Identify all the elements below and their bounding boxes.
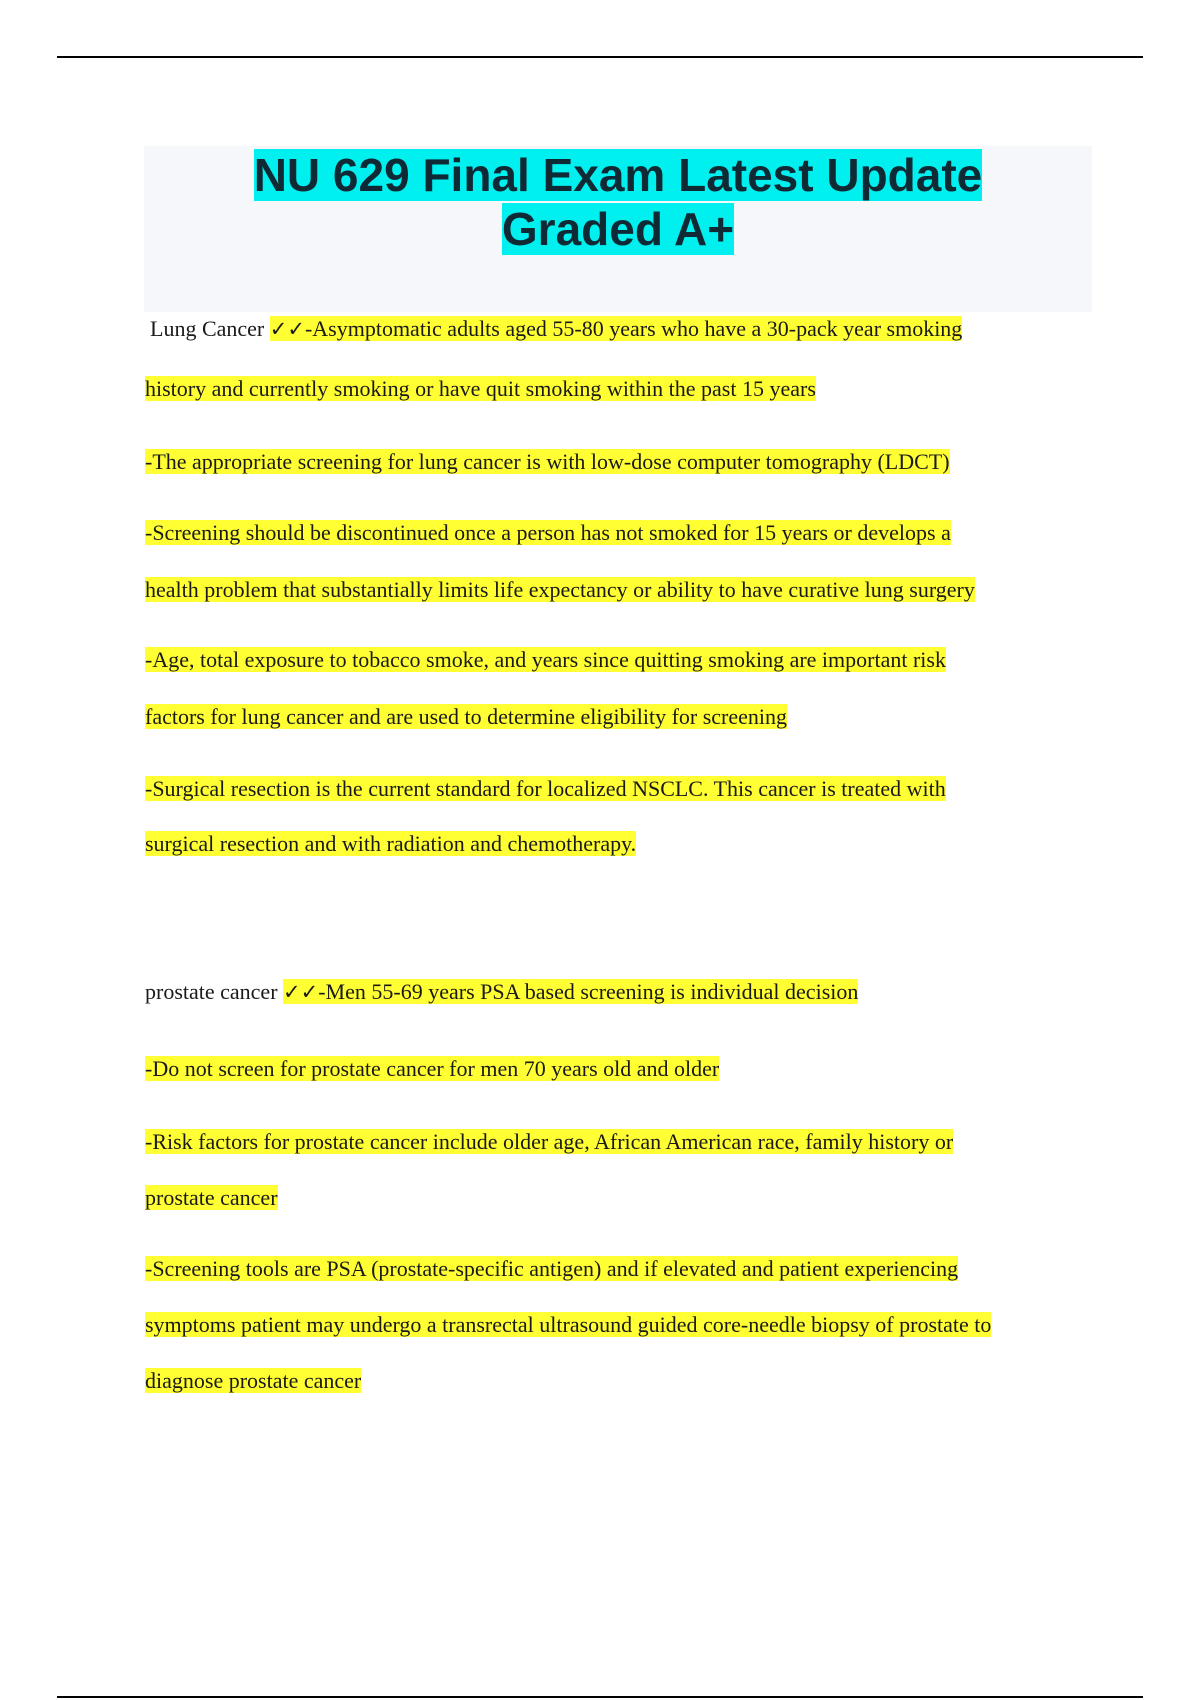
prostate-cancer-line-4 [145, 1183, 278, 1213]
prostate-cancer-line-3 [145, 1127, 953, 1157]
lung-cancer-line-6 [145, 645, 946, 675]
text-line: factors for lung cancer and are used to determine eligibility for screening [145, 704, 788, 729]
text-line: -Men 55-69 years PSA based screening is individual decision [318, 979, 859, 1004]
lung-cancer-line-3 [145, 447, 950, 477]
topic-label: Lung Cancer [150, 316, 265, 341]
lung-cancer-line-2 [145, 374, 816, 404]
prostate-cancer-line-7 [145, 1366, 361, 1396]
lung-cancer-line-8 [145, 774, 946, 804]
text-line: health problem that substantially limits life expectancy or ability to have curative lung surgery [145, 577, 975, 602]
text-line: prostate cancer [145, 1185, 278, 1210]
prostate-cancer-line-2 [145, 1054, 719, 1084]
lung-cancer-line-1 [150, 314, 962, 344]
check-icon: ✓✓ [283, 980, 319, 1004]
text-line: -Screening should be discontinued once a person has not smoked for 15 years or develops a [145, 520, 951, 545]
text-line: diagnose prostate cancer [145, 1368, 362, 1393]
lung-cancer-line-9 [145, 829, 636, 859]
lung-cancer-line-4 [145, 518, 951, 548]
text-line: -Age, total exposure to tobacco smoke, and years since quitting smoking are important risk [145, 647, 946, 672]
bottom-rule [57, 1696, 1143, 1698]
title-line-1: NU 629 Final Exam Latest Update [253, 149, 983, 201]
lung-cancer-line-5 [145, 575, 975, 605]
text-line: history and currently smoking or have quit smoking within the past 15 years [145, 376, 816, 401]
text-line: -The appropriate screening for lung cancer is with low-dose computer tomography (LDCT) [145, 449, 950, 474]
check-icon: ✓✓ [269, 317, 305, 341]
text-line: symptoms patient may undergo a transrectal ultrasound guided core-needle biopsy of prostate to [145, 1312, 992, 1337]
prostate-cancer-line-5 [145, 1254, 958, 1284]
top-rule [57, 56, 1143, 58]
topic-label: prostate cancer [145, 979, 278, 1004]
text-line: -Risk factors for prostate cancer include older age, African American race, family history or [145, 1129, 954, 1154]
prostate-cancer-line-1 [145, 977, 858, 1007]
text-line: surgical resection and with radiation and chemotherapy. [145, 831, 637, 856]
prostate-cancer-line-6 [145, 1310, 991, 1340]
text-line: -Asymptomatic adults aged 55-80 years who have a 30-pack year smoking [304, 316, 963, 341]
text-line: -Surgical resection is the current standard for localized NSCLC. This cancer is treated with [145, 776, 946, 801]
title-line-2: Graded A+ [501, 203, 735, 255]
text-line: -Screening tools are PSA (prostate-specific antigen) and if elevated and patient experiencing [145, 1256, 959, 1281]
text-line: -Do not screen for prostate cancer for men 70 years old and older [145, 1056, 720, 1081]
lung-cancer-line-7 [145, 702, 787, 732]
document-title [144, 148, 1092, 256]
